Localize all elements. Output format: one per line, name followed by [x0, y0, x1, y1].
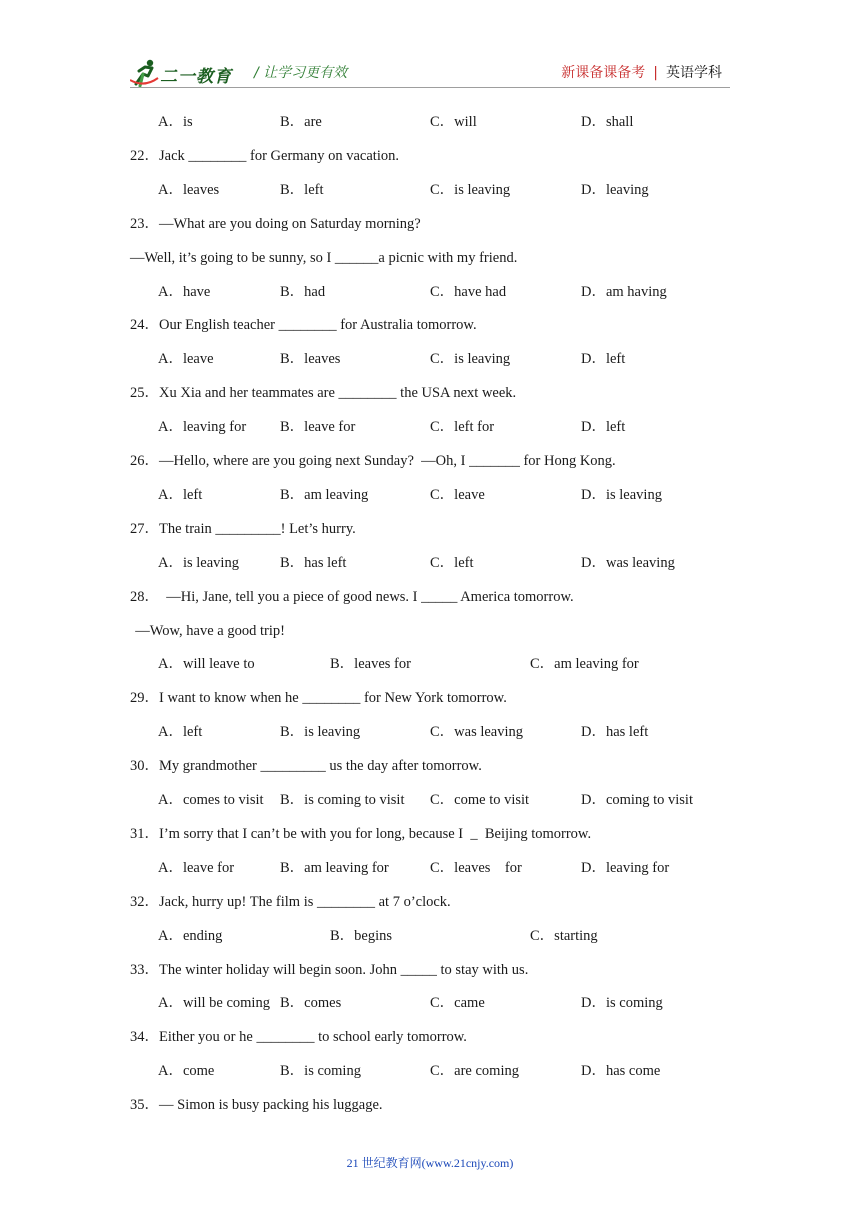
- option-a: A．have: [158, 283, 211, 300]
- question-text: 23．—What are you doing on Saturday morning?: [130, 215, 421, 232]
- option-b: B．leaves: [280, 351, 341, 368]
- option-b: B．begins: [330, 927, 393, 944]
- option-b: B．left: [280, 181, 324, 198]
- option-d: D．shall: [581, 114, 634, 130]
- option-c: C．starting: [530, 927, 598, 944]
- question-text: 31．I’m sorry that I can’t be with you for long, because I _ Beijing tomorrow.: [130, 825, 592, 842]
- question-text-continued: —Well, it’s going to be sunny, so I ______a picnic with my friend.: [130, 249, 518, 266]
- option-d: D．am having: [581, 283, 667, 300]
- option-b: B．had: [280, 283, 326, 300]
- option-d: D．coming to visit: [581, 792, 693, 808]
- option-a: A．leave: [158, 351, 214, 368]
- option-b: B．leave for: [280, 419, 356, 436]
- option-c: C．are coming: [430, 1063, 519, 1080]
- option-c: C．leave: [430, 486, 485, 503]
- header-slogan: / 让学习更有效: [254, 65, 348, 81]
- option-b: B．is coming: [280, 1063, 361, 1080]
- option-c: C．come to visit: [430, 792, 530, 808]
- option-b: B．is leaving: [280, 724, 361, 741]
- option-b: B．are: [280, 114, 322, 130]
- option-c: C．left for: [430, 419, 495, 436]
- option-a: A．ending: [158, 927, 223, 944]
- logo: [130, 58, 242, 88]
- header-course-text: 新课备课备考: [561, 65, 646, 81]
- question-text: 27．The train _________! Let’s hurry.: [130, 520, 356, 537]
- option-a: A．left: [158, 486, 203, 503]
- header-divider: [130, 87, 730, 88]
- option-d: D．is leaving: [581, 486, 662, 503]
- question-text: 34．Either you or he ________ to school early tomorrow.: [130, 1029, 467, 1046]
- option-c: C．have had: [430, 283, 507, 300]
- header-subject-text: 英语学科: [666, 65, 722, 81]
- option-c: C．left: [430, 554, 474, 571]
- question-text: 35．— Simon is busy packing his luggage.: [130, 1097, 383, 1114]
- option-c: C．was leaving: [430, 724, 524, 741]
- option-a: A．is: [158, 114, 193, 130]
- option-b: B．am leaving for: [280, 859, 389, 876]
- option-c: C．is leaving: [430, 181, 511, 198]
- option-b: B．comes: [280, 995, 342, 1012]
- option-d: D．left: [581, 419, 626, 436]
- option-a: A．left: [158, 724, 203, 741]
- logo-text: 二一教育: [160, 67, 232, 87]
- option-a: A．is leaving: [158, 554, 239, 571]
- option-a: A．will leave to: [158, 656, 255, 673]
- option-a: A．leaves: [158, 181, 220, 198]
- option-d: D．left: [581, 351, 626, 368]
- option-a: A．comes to visit: [158, 792, 264, 808]
- option-a: A．leaving for: [158, 419, 247, 436]
- question-text: 29．I want to know when he ________ for New York tomorrow.: [130, 690, 507, 707]
- option-b: B．leaves for: [330, 656, 411, 673]
- runner-icon: [130, 58, 160, 88]
- question-text: 30．My grandmother _________ us the day after tomorrow.: [130, 758, 482, 775]
- page-header: [130, 58, 730, 90]
- header-subject: [561, 62, 722, 82]
- option-c: C．leaves for: [430, 859, 522, 876]
- question-text: 26．—Hello, where are you going next Sunday? —Oh, I _______ for Hong Kong.: [130, 453, 616, 469]
- option-b: B．is coming to visit: [280, 792, 405, 808]
- option-c: C．came: [430, 995, 485, 1012]
- question-text: 25．Xu Xia and her teammates are ________ the USA next week.: [130, 385, 517, 402]
- option-d: D．leaving for: [581, 859, 670, 876]
- header-separator: |: [653, 65, 658, 81]
- option-a: A．will be coming: [158, 995, 270, 1012]
- page-footer: 21 世纪教育网(www.21cnjy.com): [346, 1156, 514, 1170]
- option-d: D．is coming: [581, 995, 663, 1012]
- option-d: D．leaving: [581, 181, 649, 198]
- option-c: C．is leaving: [430, 351, 511, 368]
- question-text: 28． —Hi, Jane, tell you a piece of good news. I _____ America tomorrow.: [130, 588, 574, 605]
- option-d: D．has come: [581, 1063, 661, 1080]
- option-c: C．will: [430, 114, 477, 130]
- option-c: C．am leaving for: [530, 656, 639, 673]
- question-text: 33．The winter holiday will begin soon. John _____ to stay with us.: [130, 961, 529, 978]
- option-a: A．come: [158, 1063, 215, 1080]
- question-text: 32．Jack, hurry up! The film is ________ at 7 o’clock.: [130, 893, 451, 910]
- option-d: D．has left: [581, 724, 649, 741]
- option-a: A．leave for: [158, 859, 235, 876]
- question-text: 22．Jack ________ for Germany on vacation.: [130, 147, 399, 164]
- question-text: 24．Our English teacher ________ for Australia tomorrow.: [130, 317, 477, 334]
- question-text-continued: —Wow, have a good trip!: [128, 622, 285, 639]
- option-b: B．has left: [280, 554, 347, 571]
- option-b: B．am leaving: [280, 486, 369, 503]
- option-d: D．was leaving: [581, 554, 675, 571]
